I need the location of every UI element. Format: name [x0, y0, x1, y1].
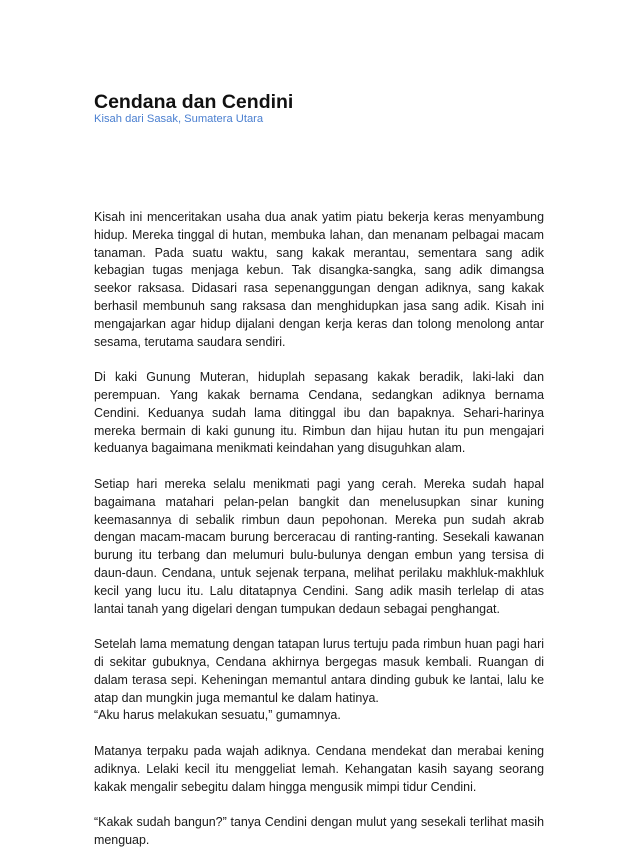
- paragraph-6: Matanya terpaku pada wajah adiknya. Cendana mendekat dan merabai kening adiknya. Lelaki kecil itu menggeliat lemah. Kehangatan kasih sayang seorang kakak mengalir sebegitu dalam hingga mengusik mimpi tidur Cendini.: [94, 743, 544, 794]
- paragraph-2: Di kaki Gunung Muteran, hiduplah sepasang kakak beradik, laki-laki dan perempuan. Yang kakak bernama Cendana, sedangkan adiknya bernama Cendini. Keduanya sudah lama ditinggal ibu dan bapaknya. Sehari-harinya mereka bermain di kaki gunung itu. Rimbun dan hijau hutan itu pun mengajari keduanya bagaimana menikmati keindahan yang disuguhkan alam.: [94, 370, 544, 456]
- paragraph-5-quote: “Aku harus melakukan sesuatu,” gumamnya.: [94, 708, 341, 723]
- paragraph-4: Setelah lama mematung dengan tatapan lurus tertuju pada rimbun huan pagi hari di sekitar gubuknya, Cendana akhirnya bergegas masuk kembali. Ruangan di dalam terasa sepi. Keheningan memantul antara dinding gubuk ke lantai, lalu ke atap dan mungkin juga memantul ke dalam hatinya.: [94, 637, 544, 705]
- page-subtitle: Kisah dari Sasak, Sumatera Utara: [94, 113, 264, 125]
- paragraph-1: Kisah ini menceritakan usaha dua anak yatim piatu bekerja keras menyambung hidup. Mereka tinggal di hutan, membuka lahan, dan menanam pelbagai macam tanaman. Pada suatu waktu, sang kakak merantau, sementara sang adik kebagian tugas menjaga kebun. Tak disangka-sangka, sang adik dimangsa seekor raksasa. Didasari rasa sepenanggungan dengan adiknya, sang kakak berhasil membunuh sang raksasa dan menghidupkan jasa sang adik. Kisah ini mengajarkan agar hidup dijalani dengan kerja keras dan tolong menolong antar sesama, terutama saudara sendiri.: [94, 210, 544, 349]
- paragraph-7-quote: “Kakak sudah bangun?” tanya Cendini dengan mulut yang sesekali terlihat masih menguap.: [94, 815, 544, 847]
- page-title: Cendana dan Cendini: [94, 91, 294, 113]
- story-body: [94, 209, 544, 850]
- paragraph-3: Setiap hari mereka selalu menikmati pagi yang cerah. Mereka sudah hapal bagaimana matahari pelan-pelan bangkit dan menelusupkan sinar kuning keemasannya di sebalik rimbun daun pepohonan. Mereka pun sudah akrab dengan macam-macam burung berceracau di ranting-ranting. Sesekali kawanan burung itu terbang dan melumuri bulu-bulunya dengan embun yang tersisa di daun-daun. Cendana, untuk sejenak terpana, melihat perilaku makhluk-makhluk kecil yang lucu itu. Lalu ditatapnya Cendini. Sang adik masih terlelap di atas lantai tanah yang digelari dengan tumpukan dedaun sebagai penghangat.: [94, 476, 544, 616]
